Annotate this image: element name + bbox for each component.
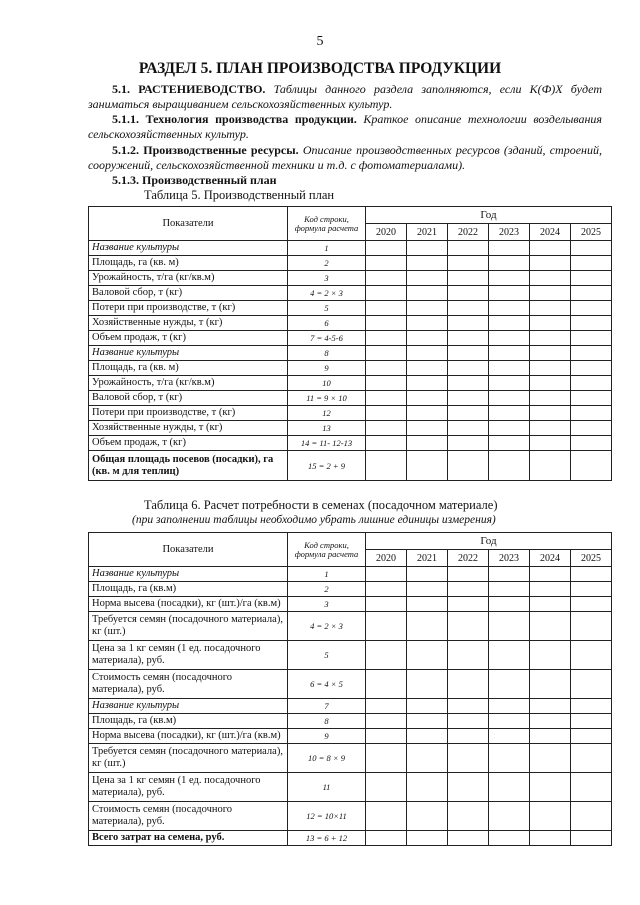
row-label: Норма высева (посадки), кг (шт.)/га (кв.м) [89, 597, 288, 612]
year-header: 2025 [571, 550, 612, 567]
value-cell[interactable] [571, 451, 612, 481]
value-cell[interactable] [407, 773, 448, 802]
value-cell[interactable] [366, 714, 407, 729]
value-cell[interactable] [571, 612, 612, 641]
value-cell[interactable] [489, 286, 530, 301]
value-cell[interactable] [407, 361, 448, 376]
value-cell[interactable] [489, 421, 530, 436]
row-label: Площадь, га (кв.м) [89, 582, 288, 597]
row-code: 2 [288, 582, 366, 597]
value-cell[interactable] [407, 301, 448, 316]
table-row [89, 346, 612, 361]
value-cell[interactable] [489, 729, 530, 744]
row-code: 14 = 11- 12-13 [288, 436, 366, 451]
value-cell[interactable] [366, 597, 407, 612]
value-cell[interactable] [448, 241, 489, 256]
value-cell[interactable] [448, 773, 489, 802]
table-row [89, 391, 612, 406]
value-cell[interactable] [448, 582, 489, 597]
table-row [89, 714, 612, 729]
value-cell[interactable] [366, 612, 407, 641]
value-cell[interactable] [407, 286, 448, 301]
value-cell[interactable] [530, 567, 571, 582]
value-cell[interactable] [407, 597, 448, 612]
row-label: Валовой сбор, т (кг) [89, 391, 288, 406]
paragraph-5-1-2 [88, 143, 602, 173]
value-cell[interactable] [448, 670, 489, 699]
row-code: 7 = 4-5-6 [288, 331, 366, 346]
table6-note: (при заполнении таблицы необходимо убрать лишние единицы измерения) [132, 514, 496, 526]
year-header: 2025 [571, 224, 612, 241]
value-cell[interactable] [407, 271, 448, 286]
row-code: 5 [288, 641, 366, 670]
row-label: Урожайность, т/га (кг/кв.м) [89, 271, 288, 286]
value-cell[interactable] [366, 376, 407, 391]
year-header: 2022 [448, 224, 489, 241]
column-header-indicators: Показатели [89, 207, 288, 241]
value-cell[interactable] [530, 406, 571, 421]
value-cell[interactable] [489, 773, 530, 802]
row-code: 3 [288, 271, 366, 286]
row-code: 12 [288, 406, 366, 421]
value-cell[interactable] [448, 436, 489, 451]
table-row [89, 436, 612, 451]
value-cell[interactable] [530, 744, 571, 773]
year-header: 2021 [407, 550, 448, 567]
row-label: Площадь, га (кв. м) [89, 361, 288, 376]
value-cell[interactable] [448, 729, 489, 744]
value-cell[interactable] [571, 241, 612, 256]
value-cell[interactable] [407, 699, 448, 714]
value-cell[interactable] [571, 714, 612, 729]
value-cell[interactable] [448, 567, 489, 582]
value-cell[interactable] [489, 641, 530, 670]
value-cell[interactable] [489, 241, 530, 256]
row-code: 8 [288, 714, 366, 729]
value-cell[interactable] [448, 612, 489, 641]
year-header: 2021 [407, 224, 448, 241]
row-code: 4 = 2 × 3 [288, 286, 366, 301]
value-cell[interactable] [407, 406, 448, 421]
value-cell[interactable] [571, 641, 612, 670]
row-code: 9 [288, 361, 366, 376]
year-header: 2024 [530, 550, 571, 567]
value-cell[interactable] [530, 391, 571, 406]
value-cell[interactable] [448, 641, 489, 670]
value-cell[interactable] [448, 597, 489, 612]
row-label: Название культуры [89, 241, 288, 256]
table-row [89, 699, 612, 714]
row-code: 1 [288, 241, 366, 256]
row-code: 13 [288, 421, 366, 436]
value-cell[interactable] [407, 256, 448, 271]
value-cell[interactable] [448, 831, 489, 846]
value-cell[interactable] [407, 582, 448, 597]
value-cell[interactable] [489, 714, 530, 729]
value-cell[interactable] [448, 271, 489, 286]
table-row [89, 773, 612, 802]
table-row [89, 729, 612, 744]
value-cell[interactable] [530, 670, 571, 699]
row-code: 4 = 2 × 3 [288, 612, 366, 641]
value-cell[interactable] [530, 729, 571, 744]
value-cell[interactable] [489, 391, 530, 406]
value-cell[interactable] [366, 406, 407, 421]
year-header: 2020 [366, 550, 407, 567]
row-code: 10 = 8 × 9 [288, 744, 366, 773]
value-cell[interactable] [530, 612, 571, 641]
year-header: 2023 [489, 224, 530, 241]
value-cell[interactable] [530, 316, 571, 331]
value-cell[interactable] [530, 361, 571, 376]
value-cell[interactable] [489, 612, 530, 641]
value-cell[interactable] [571, 831, 612, 846]
value-cell[interactable] [530, 346, 571, 361]
value-cell[interactable] [530, 773, 571, 802]
value-cell[interactable] [448, 744, 489, 773]
table-row [89, 256, 612, 271]
row-label: Название культуры [89, 346, 288, 361]
value-cell[interactable] [571, 271, 612, 286]
table5-caption: Таблица 5. Производственный план [144, 188, 335, 202]
value-cell[interactable] [530, 301, 571, 316]
value-cell[interactable] [571, 331, 612, 346]
value-cell[interactable] [366, 286, 407, 301]
row-code: 7 [288, 699, 366, 714]
seed-requirement-table [88, 532, 612, 846]
value-cell[interactable] [530, 699, 571, 714]
value-cell[interactable] [571, 567, 612, 582]
value-cell[interactable] [407, 376, 448, 391]
value-cell[interactable] [366, 391, 407, 406]
row-label: Хозяйственные нужды, т (кг) [89, 421, 288, 436]
value-cell[interactable] [366, 670, 407, 699]
value-cell[interactable] [571, 301, 612, 316]
value-cell[interactable] [448, 802, 489, 831]
table-row [89, 597, 612, 612]
row-code: 11 = 9 × 10 [288, 391, 366, 406]
value-cell[interactable] [448, 346, 489, 361]
row-code: 6 = 4 × 5 [288, 670, 366, 699]
subsection-heading: 5.1.3. Производственный план [112, 173, 277, 187]
row-label: Объем продаж, т (кг) [89, 436, 288, 451]
row-label: Требуется семян (посадочного материала), кг (шт.) [89, 612, 288, 641]
value-cell[interactable] [530, 831, 571, 846]
value-cell[interactable] [407, 831, 448, 846]
value-cell[interactable] [448, 376, 489, 391]
row-code: 9 [288, 729, 366, 744]
value-cell[interactable] [407, 316, 448, 331]
value-cell[interactable] [489, 597, 530, 612]
value-cell[interactable] [407, 436, 448, 451]
value-cell[interactable] [366, 451, 407, 481]
paragraph-5-1-1 [88, 112, 602, 142]
value-cell[interactable] [489, 316, 530, 331]
value-cell[interactable] [489, 256, 530, 271]
value-cell[interactable] [366, 773, 407, 802]
column-header-code: Код строки, формула расчета [288, 533, 366, 567]
value-cell[interactable] [571, 436, 612, 451]
value-cell[interactable] [366, 436, 407, 451]
value-cell[interactable] [530, 714, 571, 729]
value-cell[interactable] [448, 286, 489, 301]
value-cell[interactable] [366, 729, 407, 744]
value-cell[interactable] [489, 451, 530, 481]
value-cell[interactable] [489, 271, 530, 286]
value-cell[interactable] [366, 582, 407, 597]
value-cell[interactable] [366, 241, 407, 256]
value-cell[interactable] [366, 271, 407, 286]
row-label: Название культуры [89, 567, 288, 582]
value-cell[interactable] [366, 331, 407, 346]
value-cell[interactable] [407, 802, 448, 831]
value-cell[interactable] [366, 361, 407, 376]
table-row [89, 831, 612, 846]
value-cell[interactable] [407, 346, 448, 361]
row-label: Валовой сбор, т (кг) [89, 286, 288, 301]
value-cell[interactable] [571, 421, 612, 436]
row-label: Площадь, га (кв.м) [89, 714, 288, 729]
value-cell[interactable] [530, 451, 571, 481]
value-cell[interactable] [407, 729, 448, 744]
value-cell[interactable] [448, 391, 489, 406]
value-cell[interactable] [489, 802, 530, 831]
paragraph-lead: 5.1.2. Производственные ресурсы. [112, 143, 299, 157]
paragraph-text: Таблицы данного раздела заполняются, если К(Ф)Х будет заниматься выращиванием сельскохозяйственных культур. [88, 82, 602, 111]
value-cell[interactable] [530, 436, 571, 451]
value-cell[interactable] [448, 699, 489, 714]
value-cell[interactable] [407, 714, 448, 729]
row-code: 1 [288, 567, 366, 582]
paragraph-lead: 5.1. РАСТЕНИЕВОДСТВО. [112, 82, 266, 96]
value-cell[interactable] [530, 331, 571, 346]
value-cell[interactable] [571, 729, 612, 744]
table-row [89, 670, 612, 699]
table-row [89, 331, 612, 346]
table-row [89, 612, 612, 641]
value-cell[interactable] [407, 744, 448, 773]
value-cell[interactable] [407, 331, 448, 346]
paragraph-lead: 5.1.1. Технология производства продукции. [112, 112, 357, 126]
row-label: Название культуры [89, 699, 288, 714]
year-header: 2023 [489, 550, 530, 567]
row-code: 13 = 6 + 12 [288, 831, 366, 846]
value-cell[interactable] [448, 714, 489, 729]
value-cell[interactable] [489, 436, 530, 451]
row-code: 15 = 2 + 9 [288, 451, 366, 481]
year-header: 2022 [448, 550, 489, 567]
value-cell[interactable] [571, 256, 612, 271]
value-cell[interactable] [571, 376, 612, 391]
value-cell[interactable] [530, 641, 571, 670]
value-cell[interactable] [407, 391, 448, 406]
value-cell[interactable] [366, 316, 407, 331]
value-cell[interactable] [571, 597, 612, 612]
production-plan-table [88, 206, 612, 481]
value-cell[interactable] [407, 567, 448, 582]
value-cell[interactable] [366, 744, 407, 773]
value-cell[interactable] [530, 582, 571, 597]
value-cell[interactable] [489, 376, 530, 391]
value-cell[interactable] [530, 271, 571, 286]
row-code: 11 [288, 773, 366, 802]
value-cell[interactable] [489, 301, 530, 316]
table-row [89, 451, 612, 481]
value-cell[interactable] [530, 597, 571, 612]
column-header-year: Год [366, 533, 612, 550]
table-row [89, 421, 612, 436]
row-label: Общая площадь посевов (посадки), га (кв. м для теплиц) [89, 451, 288, 481]
value-cell[interactable] [448, 406, 489, 421]
value-cell[interactable] [571, 406, 612, 421]
row-code: 6 [288, 316, 366, 331]
value-cell[interactable] [366, 421, 407, 436]
value-cell[interactable] [571, 286, 612, 301]
row-label: Стоимость семян (посадочного материала), руб. [89, 802, 288, 831]
value-cell[interactable] [571, 773, 612, 802]
row-code: 3 [288, 597, 366, 612]
value-cell[interactable] [407, 670, 448, 699]
value-cell[interactable] [489, 361, 530, 376]
value-cell[interactable] [489, 331, 530, 346]
table-row [89, 582, 612, 597]
value-cell[interactable] [530, 256, 571, 271]
value-cell[interactable] [407, 612, 448, 641]
value-cell[interactable] [571, 670, 612, 699]
value-cell[interactable] [489, 831, 530, 846]
table-row [89, 744, 612, 773]
paragraph-5-1 [88, 82, 602, 112]
value-cell[interactable] [407, 421, 448, 436]
paragraph-text: Краткое описание технологии возделывания сельскохозяйственных культур. [88, 112, 602, 141]
value-cell[interactable] [448, 256, 489, 271]
row-label: Стоимость семян (посадочного материала), руб. [89, 670, 288, 699]
row-label: Норма высева (посадки), кг (шт.)/га (кв.м) [89, 729, 288, 744]
page-number: 5 [316, 34, 324, 49]
row-label: Объем продаж, т (кг) [89, 331, 288, 346]
table-row [89, 641, 612, 670]
value-cell[interactable] [530, 376, 571, 391]
value-cell[interactable] [489, 744, 530, 773]
value-cell[interactable] [407, 241, 448, 256]
value-cell[interactable] [571, 699, 612, 714]
value-cell[interactable] [530, 421, 571, 436]
value-cell[interactable] [571, 802, 612, 831]
column-header-code: Код строки, формула расчета [288, 207, 366, 241]
value-cell[interactable] [448, 331, 489, 346]
table-row [89, 301, 612, 316]
value-cell[interactable] [366, 831, 407, 846]
row-label: Всего затрат на семена, руб. [89, 831, 288, 846]
value-cell[interactable] [489, 670, 530, 699]
value-cell[interactable] [407, 641, 448, 670]
year-header: 2020 [366, 224, 407, 241]
value-cell[interactable] [571, 391, 612, 406]
value-cell[interactable] [448, 316, 489, 331]
table-row [89, 361, 612, 376]
column-header-indicators: Показатели [89, 533, 288, 567]
value-cell[interactable] [448, 421, 489, 436]
table-row [89, 802, 612, 831]
value-cell[interactable] [366, 641, 407, 670]
value-cell[interactable] [448, 361, 489, 376]
paragraph-text: Описание производственных ресурсов (зданий, строений, сооружений, сельскохозяйственной техники и т.д. с фотоматериалами). [88, 143, 602, 172]
row-code: 5 [288, 301, 366, 316]
value-cell[interactable] [571, 316, 612, 331]
value-cell[interactable] [366, 802, 407, 831]
table-row [89, 286, 612, 301]
value-cell[interactable] [366, 301, 407, 316]
row-label: Цена за 1 кг семян (1 ед. посадочного материала), руб. [89, 641, 288, 670]
row-label: Требуется семян (посадочного материала), кг (шт.) [89, 744, 288, 773]
value-cell[interactable] [407, 451, 448, 481]
section-title: РАЗДЕЛ 5. ПЛАН ПРОИЗВОДСТВА ПРОДУКЦИИ [138, 60, 502, 77]
row-label: Цена за 1 кг семян (1 ед. посадочного материала), руб. [89, 773, 288, 802]
value-cell[interactable] [571, 582, 612, 597]
value-cell[interactable] [366, 256, 407, 271]
row-code: 8 [288, 346, 366, 361]
row-code: 12 = 10×11 [288, 802, 366, 831]
value-cell[interactable] [448, 301, 489, 316]
value-cell[interactable] [489, 346, 530, 361]
value-cell[interactable] [489, 582, 530, 597]
value-cell[interactable] [366, 346, 407, 361]
value-cell[interactable] [489, 406, 530, 421]
row-code: 10 [288, 376, 366, 391]
value-cell[interactable] [530, 286, 571, 301]
row-label: Площадь, га (кв. м) [89, 256, 288, 271]
row-code: 2 [288, 256, 366, 271]
row-label: Хозяйственные нужды, т (кг) [89, 316, 288, 331]
row-label: Урожайность, т/га (кг/кв.м) [89, 376, 288, 391]
table-row [89, 241, 612, 256]
value-cell[interactable] [489, 567, 530, 582]
year-header: 2024 [530, 224, 571, 241]
value-cell[interactable] [571, 346, 612, 361]
table-row [89, 316, 612, 331]
table-row [89, 376, 612, 391]
value-cell[interactable] [571, 744, 612, 773]
table-row [89, 406, 612, 421]
value-cell[interactable] [530, 802, 571, 831]
value-cell[interactable] [489, 699, 530, 714]
value-cell[interactable] [530, 241, 571, 256]
row-label: Потери при производстве, т (кг) [89, 406, 288, 421]
table-row [89, 271, 612, 286]
value-cell[interactable] [571, 361, 612, 376]
value-cell[interactable] [366, 567, 407, 582]
row-label: Потери при производстве, т (кг) [89, 301, 288, 316]
table-row [89, 567, 612, 582]
value-cell[interactable] [366, 699, 407, 714]
column-header-year: Год [366, 207, 612, 224]
table6-caption: Таблица 6. Расчет потребности в семенах (посадочном материале) [144, 498, 498, 512]
value-cell[interactable] [448, 451, 489, 481]
